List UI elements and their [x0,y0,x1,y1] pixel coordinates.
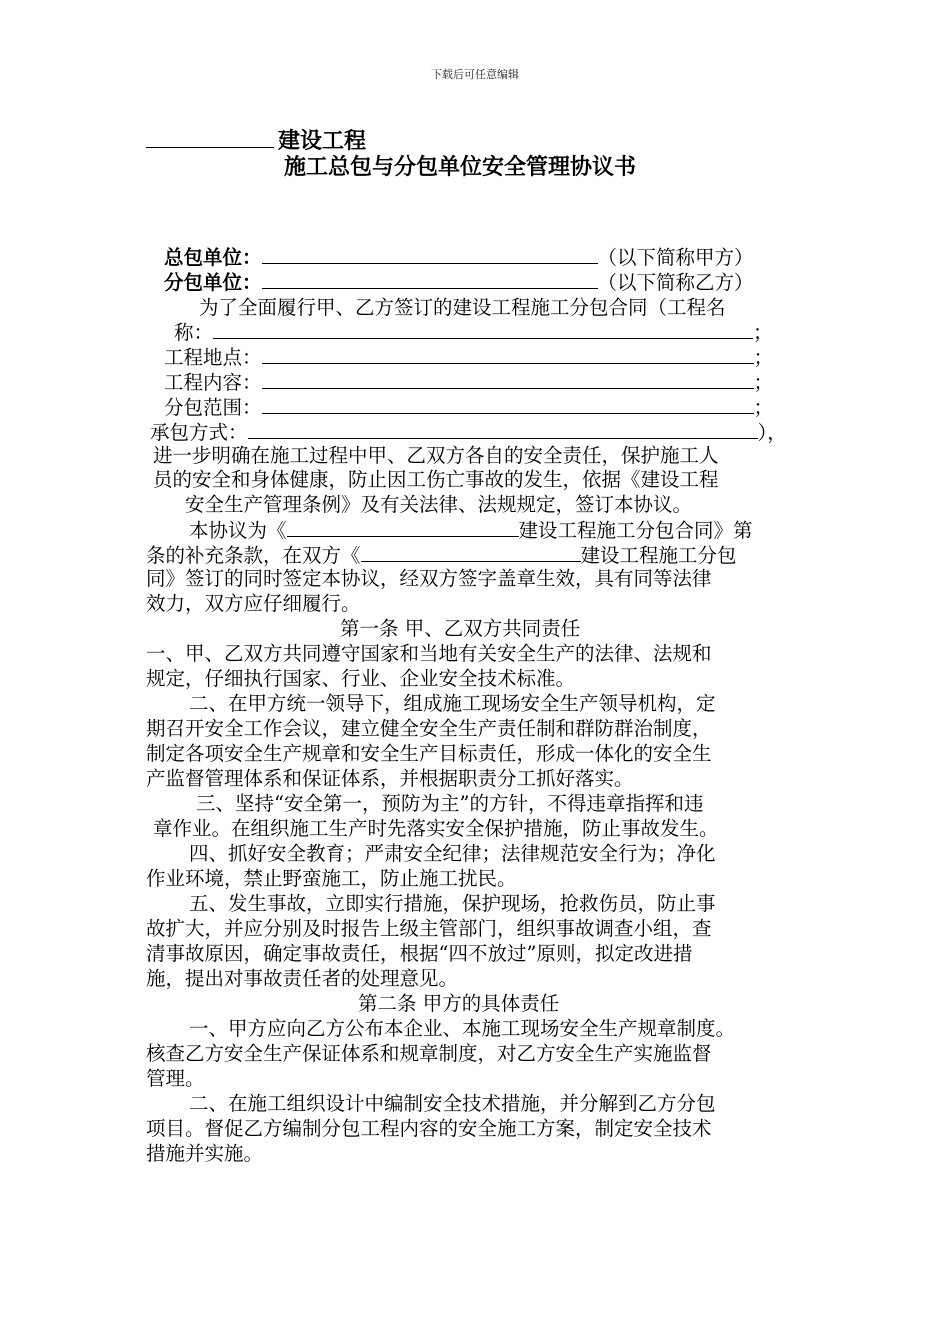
article-1-heading: 第一条 甲、乙双方共同责任 [340,617,581,640]
subcontractor-row [164,270,754,295]
article-2-line: 二、在施工组织设计中编制安全技术措施，并分解到乙方分包 [189,1092,716,1115]
article-2-line: 措施并实施。 [146,1142,264,1165]
mode-end: ）， [757,421,787,444]
document-title: 施工总包与分包单位安全管理协议书 [284,155,637,180]
intro-line-7: 进一步明确在施工过程中甲、乙双方各自的安全责任，保护施工人 [153,444,719,467]
contract-name-blank-2 [361,543,581,562]
intro-line-9: 安全生产管理条例》及有关法律、法规规定，签订本协议。 [185,493,693,516]
supplement-text-c: 条的补充条款，在双方《 [146,544,361,567]
semicolon: ； [753,321,773,344]
article-1-line: 制定各项安全生产规章和安全生产目标责任，形成一体化的安全生 [146,742,712,765]
location-label: 工程地点： [164,346,262,369]
content-row [164,370,773,395]
article-2-line: 项目。督促乙方编制分包工程内容的安全施工方案，制定安全技术 [146,1117,712,1140]
scope-label: 分包范围： [164,396,262,419]
location-row [164,345,773,370]
article-1-line: 章作业。在组织施工生产时先落实安全保护措施，防止事故发生。 [153,817,719,840]
supplement-line-1 [189,518,753,543]
article-1-line: 一、甲、乙双方共同遵守国家和当地有关安全生产的法律、法规和 [146,642,712,665]
article-1-line: 施，提出对事故责任者的处理意见。 [146,967,459,990]
subcontractor-label: 分包单位： [164,271,262,294]
intro-line-8: 员的安全和身体健康，防止因工伤亡事故的发生，依据《建设工程 [153,468,719,491]
semicolon: ； [753,346,774,369]
supplement-line-4: 效力，双方应仔细履行。 [146,592,361,615]
intro-line-1: 为了全面履行甲、乙方签订的建设工程施工分包合同（工程名 [199,296,726,319]
semicolon: ； [753,371,774,394]
project-name-row [174,320,773,345]
content-line [262,370,754,389]
mode-label: 承包方式： [150,421,248,444]
supplement-text-d: 建设工程施工分包 [580,544,737,567]
mode-line [248,420,758,439]
location-line [262,345,754,364]
article-2-heading: 第二条 甲方的具体责任 [358,992,560,1015]
contract-name-blank-1 [287,518,519,537]
general-contractor-row [164,245,754,270]
page-header: 下载后可任意编辑 [431,68,519,81]
subcontractor-blank [262,270,598,289]
article-2-line: 核查乙方安全生产保证体系和规章制度，对乙方安全生产实施监督 [146,1042,712,1065]
article-1-line: 产监督管理体系和保证体系，并根据职责分工抓好落实。 [146,767,634,790]
semicolon: ； [753,396,774,419]
project-name-blank [146,127,274,148]
supplement-text-a: 本协议为《 [189,519,287,542]
article-1-line: 五、发生事故，立即实行措施，保护现场，抢救伤员，防止事 [189,892,716,915]
title-project-label: 建设工程 [278,129,367,154]
general-contractor-blank [262,245,598,264]
project-name-label: 称： [174,321,214,344]
content-label: 工程内容： [164,371,262,394]
article-1-line: 规定，仔细执行国家、行业、企业安全技术标准。 [146,667,576,690]
article-1-line: 故扩大，并应分别及时报告上级主管部门，组织事故调查小组，查 [146,917,712,940]
mode-row [150,420,787,445]
general-contractor-label: 总包单位： [164,246,262,269]
article-1-line: 作业环境，禁止野蛮施工，防止施工扰民。 [146,867,517,890]
general-contractor-note: （以下简称甲方） [597,246,754,269]
project-name-line [213,320,753,339]
article-1-line: 四、抓好安全教育；严肃安全纪律；法律规范安全行为；净化 [189,842,716,865]
article-2-line: 管理。 [146,1067,205,1090]
scope-line [262,395,754,414]
article-2-line: 一、甲方应向乙方公布本企业、本施工现场安全生产规章制度。 [189,1017,736,1040]
supplement-line-2 [146,543,737,568]
article-1-line: 清事故原因，确定事故责任，根据“四不放过”原则，拟定改进措 [146,942,693,965]
supplement-text-b: 建设工程施工分包合同》第 [518,519,753,542]
scope-row [164,395,773,420]
subcontractor-note: （以下简称乙方） [597,271,754,294]
article-1-line: 期召开安全工作会议，建立健全安全生产责任制和群防群治制度， [146,717,712,740]
article-1-line: 二、在甲方统一领导下，组成施工现场安全生产领导机构，定 [189,692,716,715]
article-1-line: 三、坚持“安全第一，预防为主”的方针，不得违章指挥和违 [196,792,704,815]
supplement-line-3: 同》签订的同时签定本协议，经双方签字盖章生效，具有同等法律 [146,567,712,590]
